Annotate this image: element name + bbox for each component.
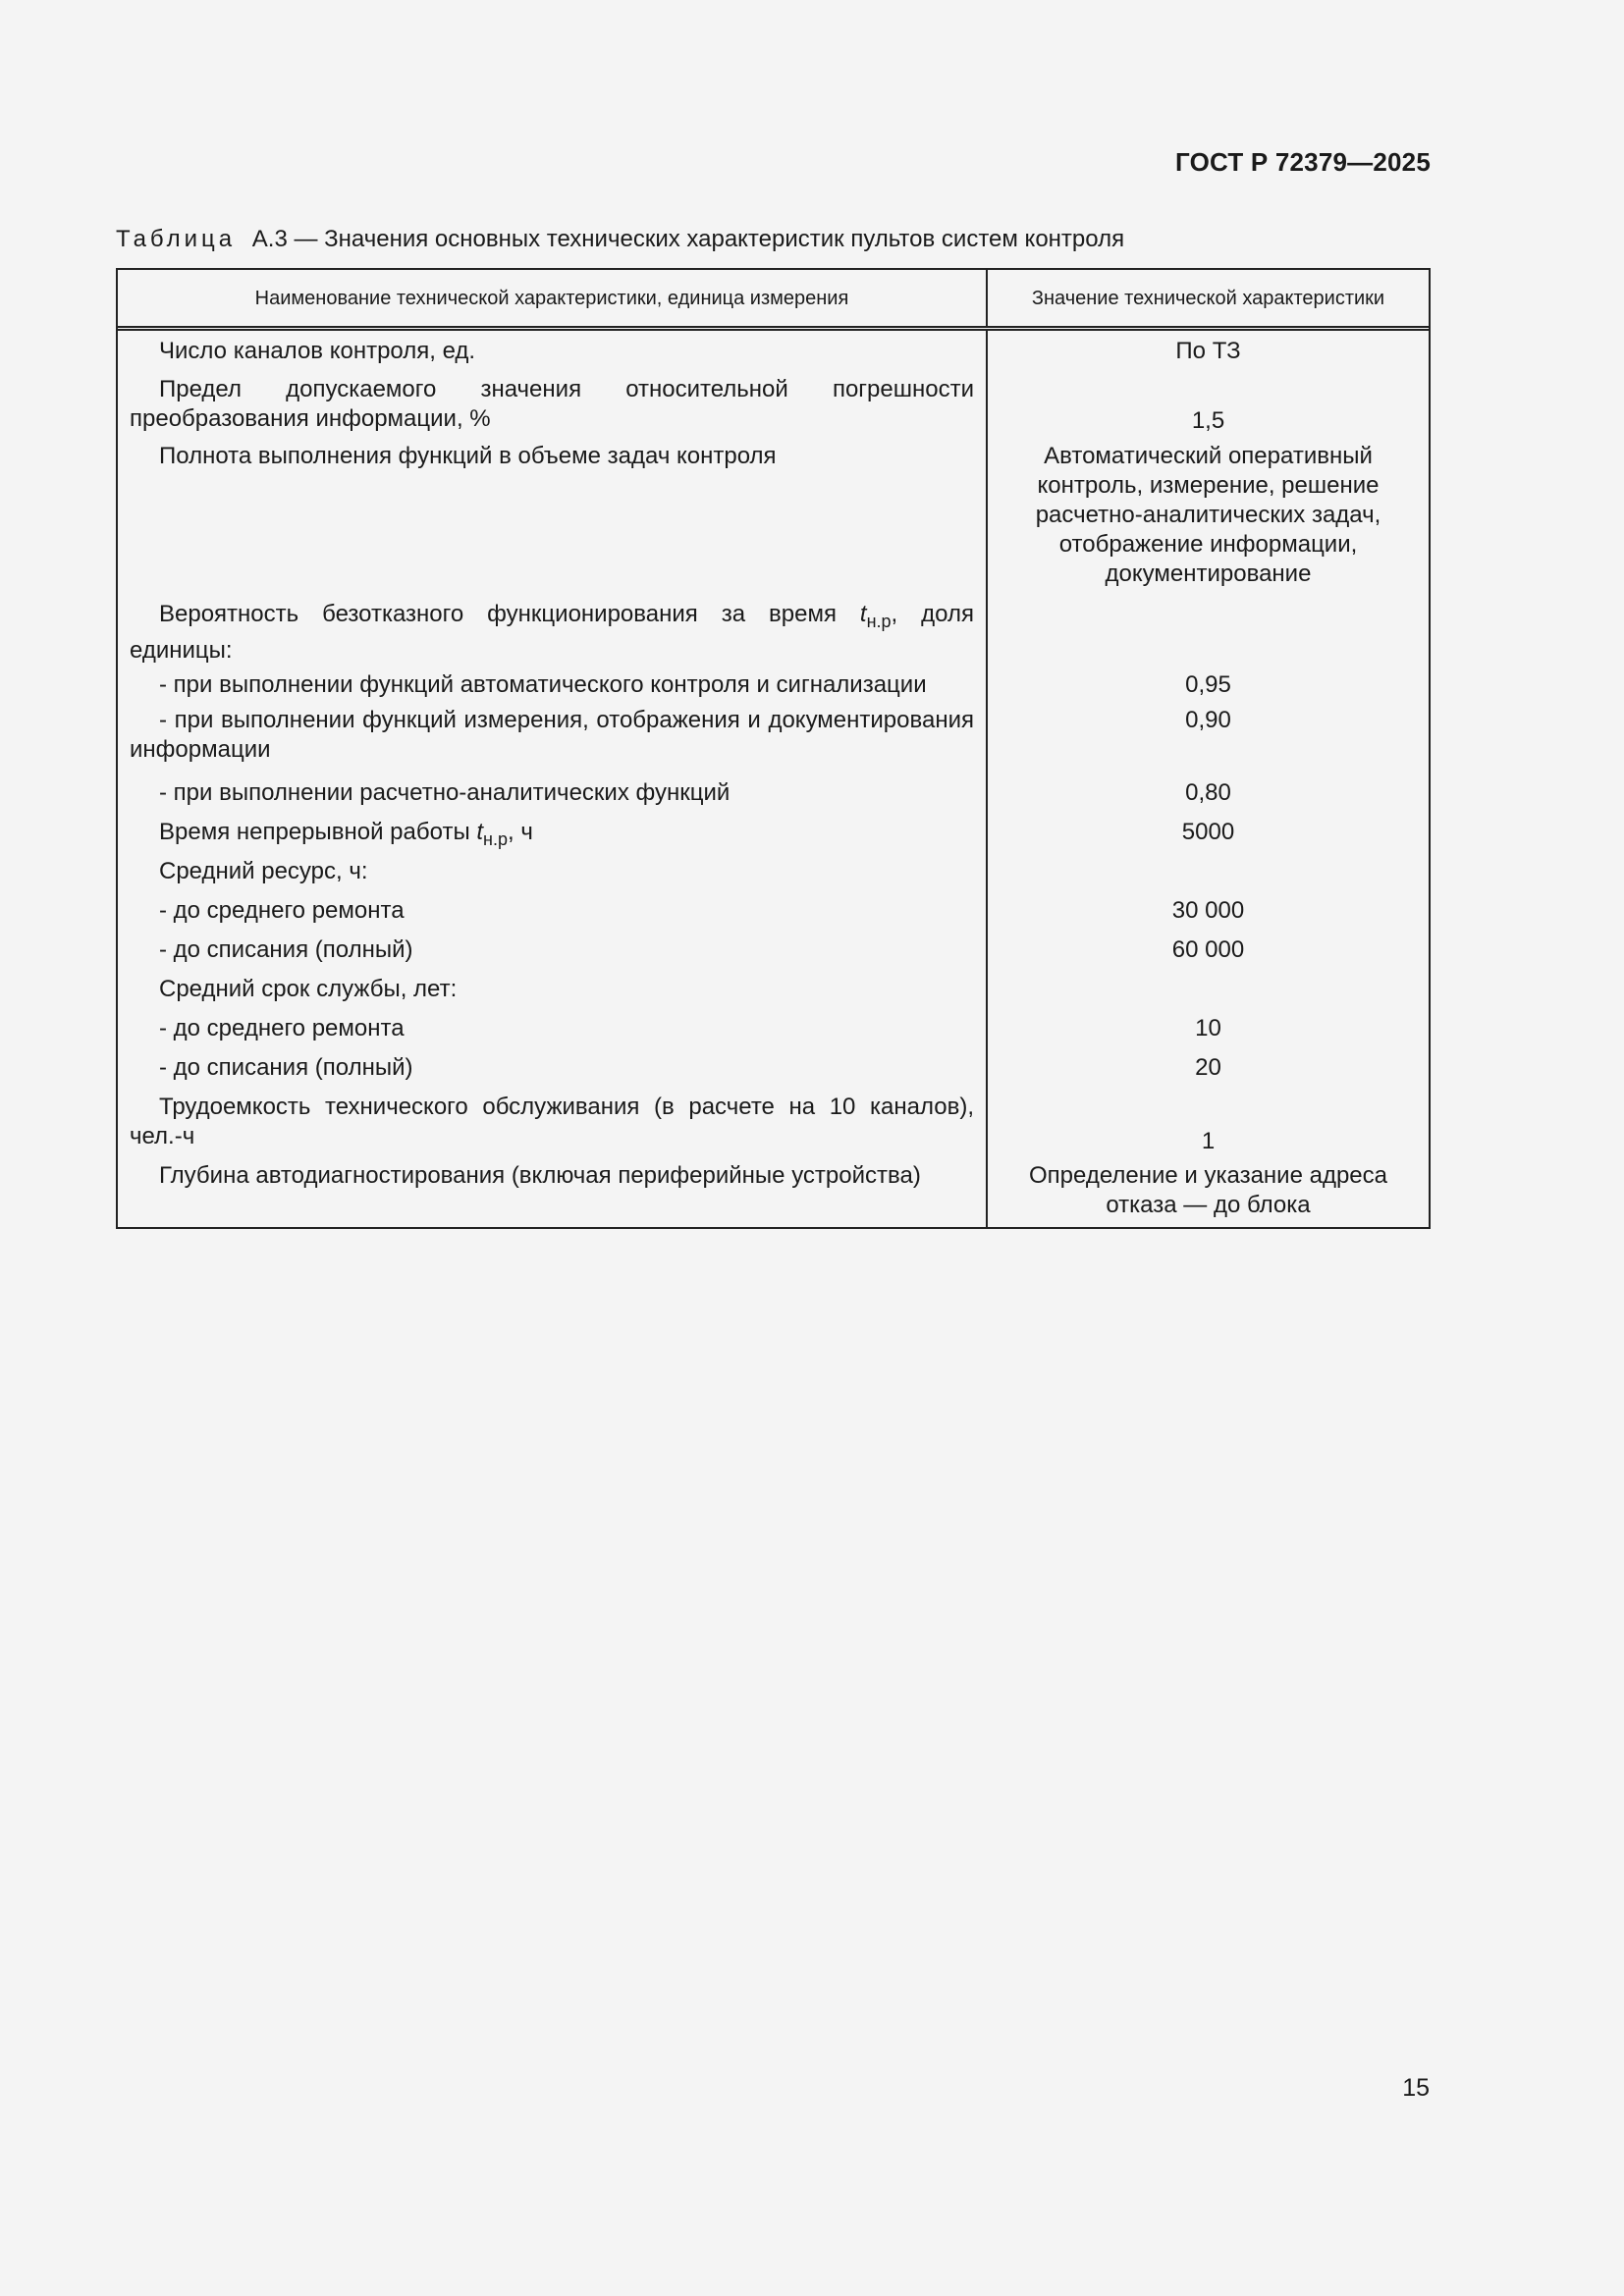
row-value [996,975,1421,1009]
table-header [118,270,1429,331]
table-row-value [996,891,1421,931]
table-row-name [130,436,974,596]
table-row-name [130,665,974,702]
row-name-part: Время непрерывной работы [159,819,477,845]
variable-subscript: н.р [483,828,508,849]
table-row-value [996,931,1421,970]
row-value: По ТЗ [1175,338,1241,364]
row-name: - при выполнении функций автоматического контроля и сигнализации [159,671,927,698]
row-name: Число каналов контроля, ед. [159,338,476,364]
row-value: 20 [1195,1054,1221,1081]
row-name: - до среднего ремонта [159,897,405,924]
row-value: 0,80 [1185,779,1231,806]
row-value: 1,5 [1191,407,1225,434]
table-row-value [996,436,1421,596]
row-value: 60 000 [1171,936,1245,963]
table-row-name [130,367,974,436]
row-value [996,857,1421,891]
characteristics-table [116,268,1431,1229]
table-row-name [130,931,974,970]
column-header-value: Значение технической характеристики [1031,287,1385,309]
row-value: 10 [1195,1015,1221,1041]
row-value: 0,90 [1185,707,1231,733]
caption-text: А.3 — Значения основных технических характеристик пультов систем контроля [251,226,1125,252]
table-row-name [130,1156,974,1217]
table-row-name [130,970,974,1009]
table-caption [116,226,1124,253]
table-row-name [130,813,974,852]
name-column [118,331,988,1227]
row-value: 1 [1201,1128,1216,1154]
table-row-value [996,702,1421,774]
table-body [118,331,1429,1227]
table-row-value [996,367,1421,436]
table-row-value [996,665,1421,702]
row-name-part: Вероятность безотказного функционирования за время [159,601,860,627]
row-name: - при выполнении функций измерения, отображения и документирования информации [130,707,974,763]
row-value: Определение и указание адреса отказа — до блока [1028,1162,1387,1218]
table-row-value [996,337,1421,367]
table-row-name [130,852,974,891]
row-name [130,600,974,665]
table-row-value [996,774,1421,813]
row-name: - при выполнении расчетно-аналитических функций [159,779,731,806]
table-row-value [996,852,1421,891]
variable-t: t [476,819,484,845]
row-name: - до среднего ремонта [159,1015,405,1041]
row-name-part: , ч [507,819,533,845]
value-column [988,331,1429,1227]
row-name: - до списания (полный) [159,1054,413,1081]
row-name: - до списания (полный) [159,936,413,963]
row-name: Предел допускаемого значения относительной погрешности преобразования информации, % [130,376,974,432]
row-value: 5000 [1181,819,1235,845]
row-value: Автоматический оперативный контроль, измерение, решение расчетно-аналитических задач, отображение информации, документирование [1035,443,1381,587]
row-name: Глубина автодиагностирования (включая периферийные устройства) [159,1162,921,1189]
table-row-name [130,774,974,813]
row-name: Трудоемкость технического обслуживания (в расчете на 10 каналов), чел.-ч [130,1094,974,1149]
row-value: 30 000 [1171,897,1245,924]
table-row-value [996,970,1421,1009]
row-name-part: , доля единицы: [130,601,974,664]
table-row-name [130,1048,974,1088]
table-row-name [130,1009,974,1048]
table-row-name [130,337,974,367]
table-row-value [996,1009,1421,1048]
row-name: Средний ресурс, ч: [159,858,368,884]
table-row-name [130,702,974,774]
variable-t: t [859,601,867,627]
table-row-value [996,1088,1421,1156]
caption-label: Таблица [116,226,237,252]
table-row-value [996,1048,1421,1088]
column-header-name: Наименование технической характеристики, единица измерения [118,270,988,326]
table-row-name [130,1088,974,1156]
row-name: Средний срок службы, лет: [159,976,458,1002]
row-name: Полнота выполнения функций в объеме задач контроля [159,443,777,469]
page-number: 15 [1402,2074,1430,2102]
standard-header: ГОСТ Р 72379—2025 [1175,147,1431,177]
table-row-name [130,596,974,665]
table-row-name [130,891,974,931]
table-row-value [996,1156,1421,1217]
variable-subscript: н.р [866,611,892,631]
table-row-value [996,813,1421,852]
row-name [130,818,974,852]
row-value [996,600,1421,665]
row-value: 0,95 [1185,671,1231,698]
table-row-value [996,596,1421,665]
